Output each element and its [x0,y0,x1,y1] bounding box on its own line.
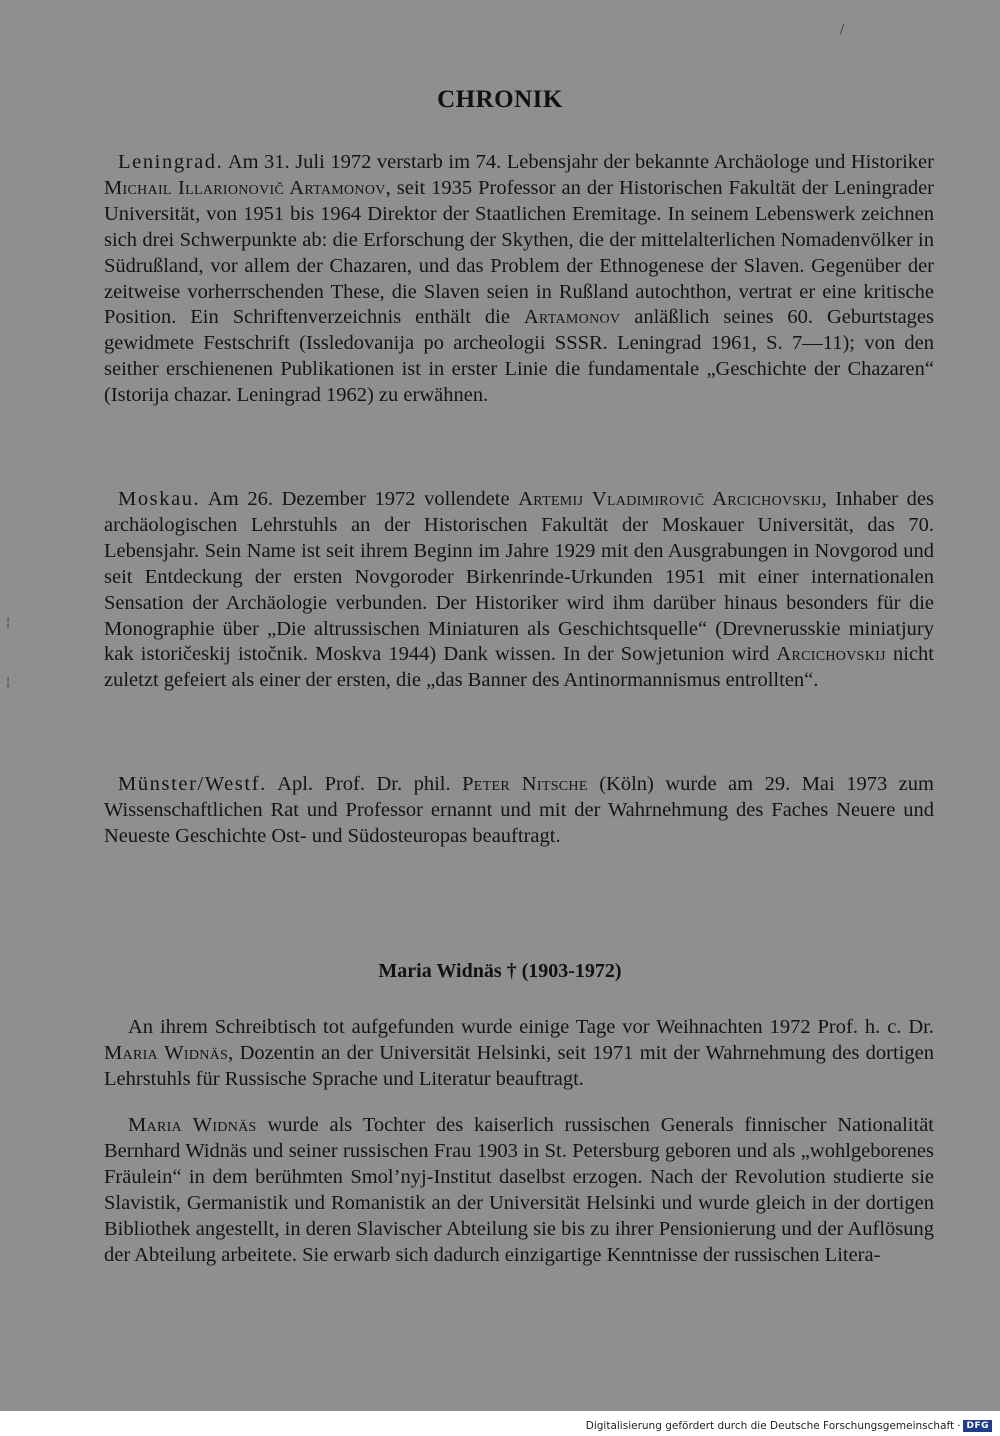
paragraph-text: Apl. Prof. Dr. phil. [266,773,463,795]
obituary-title: Maria Widnäs † (1903-1972) [378,960,622,982]
person-name: Artamonov [523,306,621,329]
paragraph-text: (Köln) wurde am 29. Mai 1973 zum Wissenschaftlichen Rat und Professor ernannt und mit der Wahrnehmung des Faches Neuere und Neueste Geschichte Ost- und Südosteuropas beauftragt. [104,773,934,847]
paragraph-muenster [104,772,934,850]
paragraph-text: nicht zuletzt gefeiert als einer der ersten, die „das Banner des Antinormannismus entrollten“. [104,643,934,692]
paragraph-text: An ihrem Schreibtisch tot aufgefunden wurde einige Tage vor Weihnachten 1972 Prof. h. c. Dr. [128,1016,934,1038]
paragraph-text: wurde als Tochter des kaiserlich russischen Generals finnischer Nationalität Bernhard Widnäs und seiner russischen Frau 1903 in St. Petersburg geboren und als „wohlgeborenes Fräulein“ in dem berühmten Smol’nyj-Institut daselbst erzogen. Nach der Revolution studierte sie Slavistik, Germanistik und Romanistik an der Universität Helsinki und wurde gleich in der dortigen Bibliothek angestellt, in deren Slavischer Abteilung sie bis zu ihrer Pensionierung und der Auflösung der Abteilung arbeitete. Sie erwarb sich dadurch einzigartige Kenntnisse der russischen Litera- [104,1114,934,1266]
paragraph-text: anläßlich seines 60. Geburtstages gewidmete Festschrift (Issledovanija po archeologii SSSR. Leningrad 1961, S. 7—11); von den seither erschienenen Publikationen ist in erster Linie die fundamentale „Geschichte der Chazaren“ (Istorija chazar. Leningrad 1962) zu erwähnen. [104,306,934,407]
margin-mark: ¦ [6,615,11,629]
place-name: Leningrad. [118,151,224,173]
digitization-footer [586,1418,992,1434]
paragraph-text: , seit 1935 Professor an der Historischen Fakultät der Leningrader Universität, von 1951 bis 1964 Direktor der Staatlichen Eremitage. In seinem Lebenswerk zeichnen sich drei Schwerpunkte ab: die Erforschung der Skythen, die der mittelalterlichen Nomadenvölker in Südrußland, vor allem der Chazaren, und das Problem der Ethnogenese der Slaven. Gegenüber der zeitweise vorherrschenden These, die Slaven seien in Rußland autochthon, vertrat er eine kritische Position. Ein Schriftenverzeichnis enthält die [104,176,935,329]
footer-text: Digitalisierung gefördert durch die Deutsche Forschungsgemeinschaft [585,1420,955,1432]
margin-mark: ¦ [6,675,11,689]
margin-mark: / [840,22,845,36]
person-name: Michail Illarionovič Artamonov [104,176,386,199]
paragraph-text: , Inhaber des archäologischen Lehrstuhls an der Historischen Fakultät der Moskauer Universität, das 70. Lebensjahr. Sein Name ist seit ihrem Beginn im Jahre 1929 mit den Ausgrabungen in Novgorod und seit Entdeckung der ersten Novgoroder Birkenrinde-Urkunden 1951 mit einer internationalen Sensation der Archäologie verbunden. Der Historiker wird ihm darüber hinaus besonders für die Monographie über „Die altrussischen Miniaturen als Geschichtsquelle“ (Drevnerusskie miniatjury kak istoričeskij istočnik. Moskva 1944) Dank wissen. In der Sowjetunion wird [104,488,934,666]
place-name: Moskau. [118,488,201,510]
person-name: Maria Widnäs [104,1041,229,1064]
dfg-logo: DFG [963,1420,992,1432]
paragraph-text: Am 31. Juli 1972 verstarb im 74. Lebensjahr der bekannte Archäologe und Historiker [223,151,934,173]
person-name: Peter Nitsche [462,773,588,795]
person-name: Maria Widnäs [128,1114,257,1136]
person-name: Artemij Vladimirovič Arcichovskij [518,488,822,510]
paragraph-leningrad [104,150,934,409]
person-name: Arcichovskij [776,643,886,666]
place-name: Münster/Westf. [118,773,267,795]
paragraph-obituary-biography [104,1113,934,1268]
paragraph-moskau [104,487,934,694]
paragraph-obituary-intro [104,1015,934,1093]
footer-separator: · [957,1420,961,1432]
paragraph-text: , Dozentin an der Universität Helsinki, seit 1971 mit der Wahrnehmung des dortigen Lehrstuhls für Russische Sprache und Literatur beauftragt. [104,1041,934,1090]
section-title-chronik: CHRONIK [437,86,563,113]
paragraph-text: Am 26. Dezember 1972 vollendete [200,488,519,510]
